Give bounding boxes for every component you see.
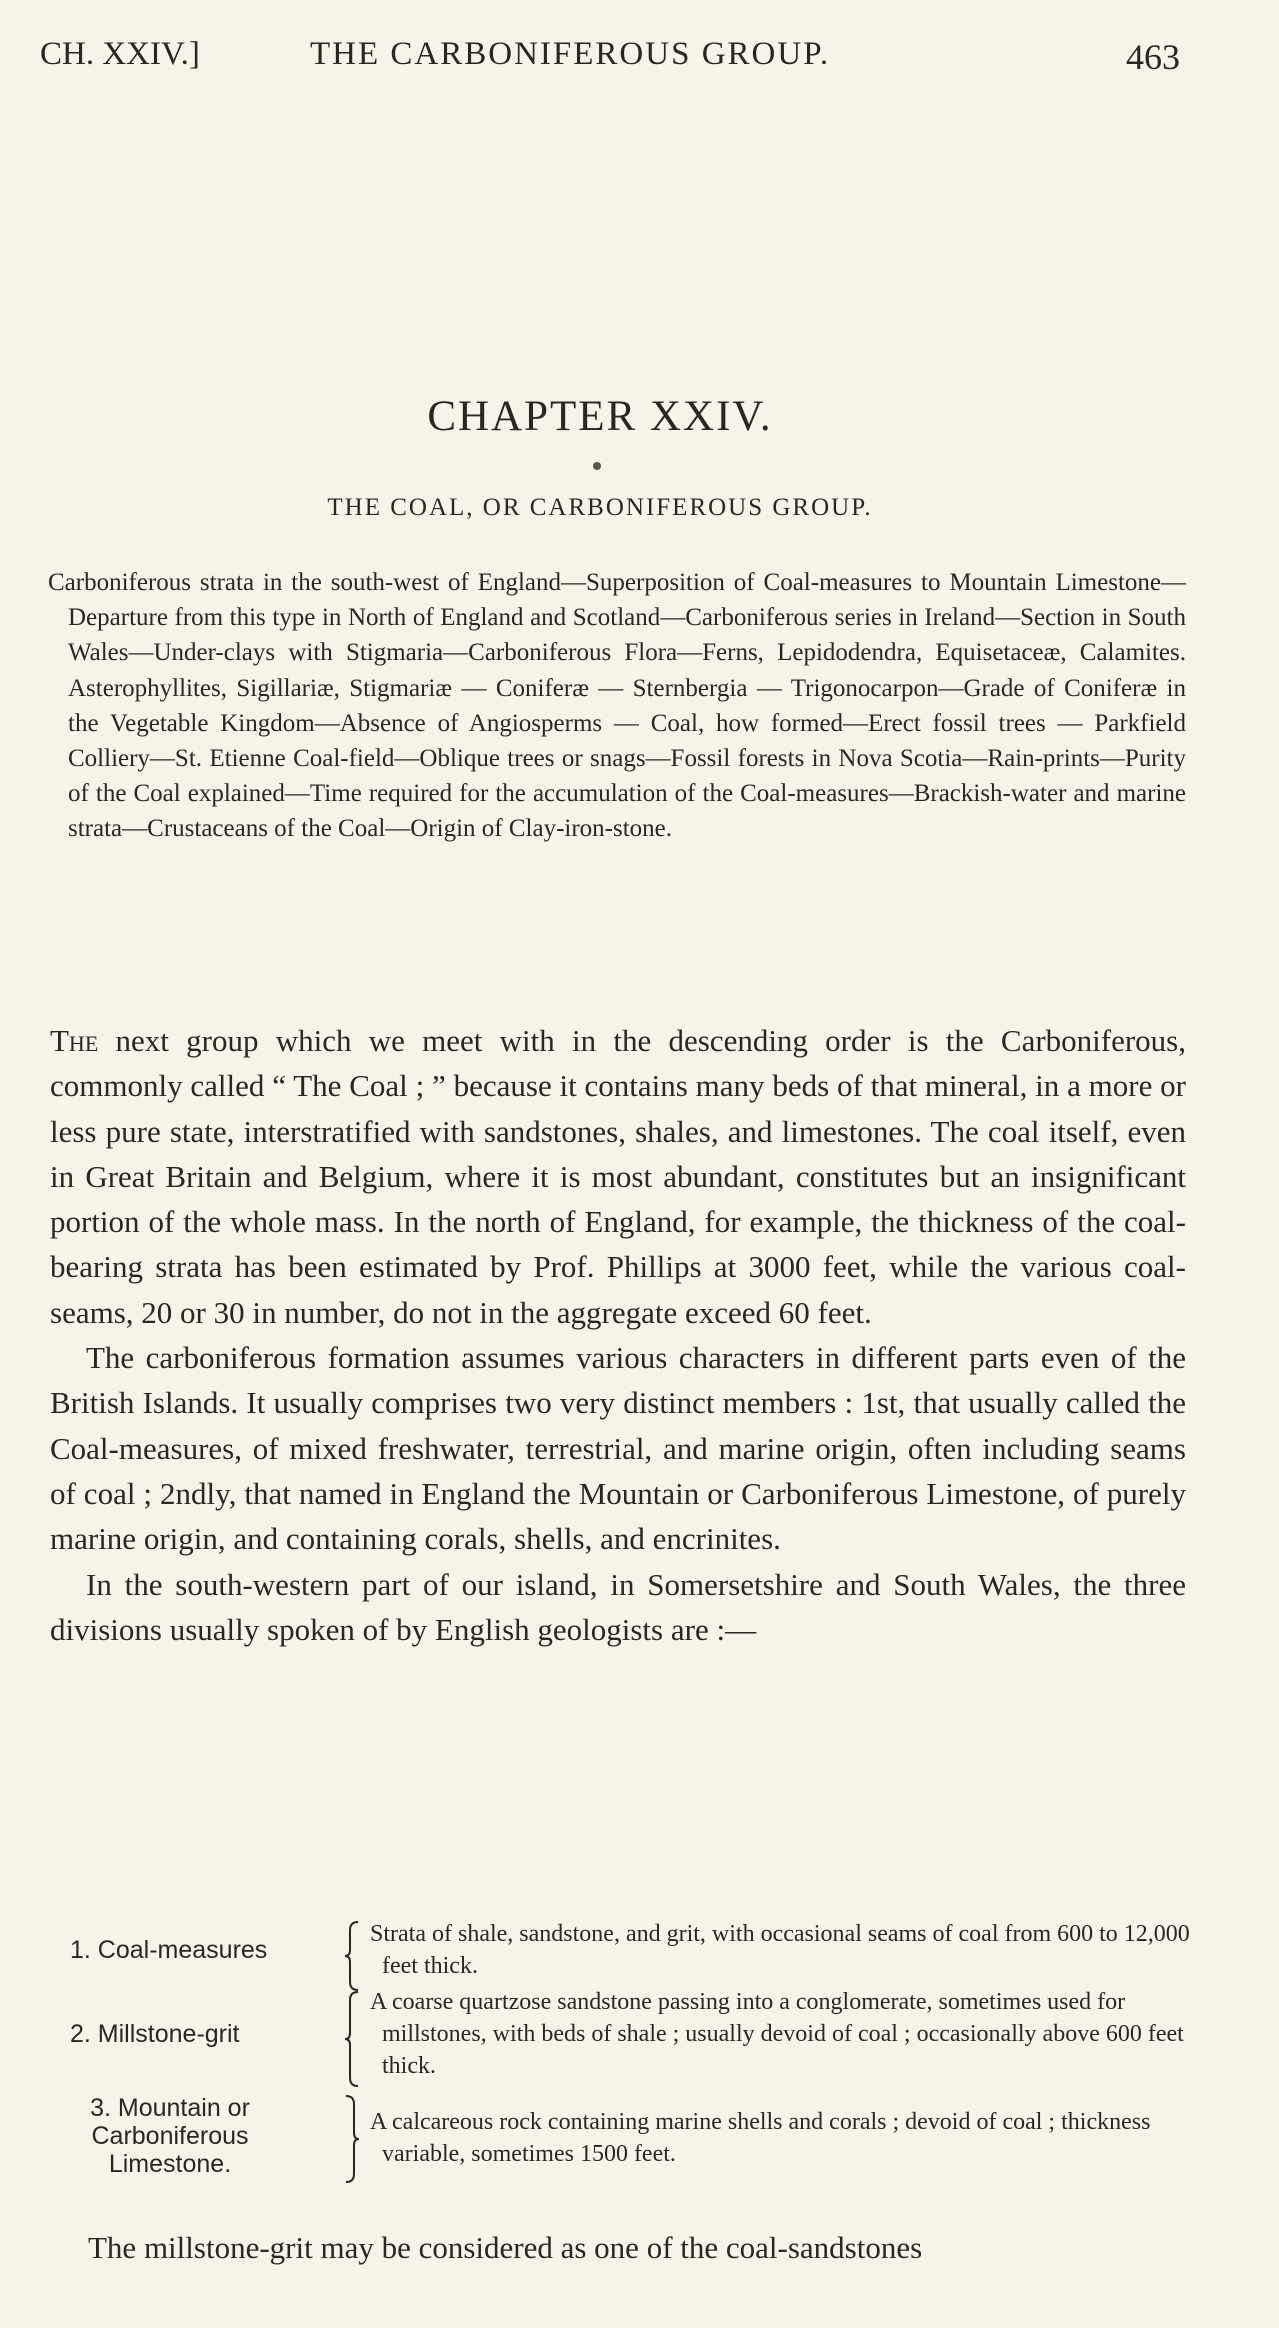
paragraph-1	[50, 1018, 1186, 1335]
page-number: 463	[1126, 37, 1180, 77]
paragraph-3: In the south-western part of our island, in Somersetshire and South Wales, the three divisions usually spoken of by English geologists are :—	[50, 1566, 1186, 1647]
paragraph-4: The millstone-grit may be considered as one of the coal-sandstones	[88, 2230, 923, 2265]
running-head	[40, 36, 1180, 86]
division-description: A calcareous rock containing marine shells and corals ; devoid of coal ; thickness variable, sometimes 1500 feet.	[370, 2109, 1151, 2167]
chapter-reference: CH. XXIV.]	[40, 36, 200, 72]
paragraph-1-text: next group which we meet with in the descending order is the Carboniferous, commonly called “ The Coal ; ” because it contains many beds of that mineral, in a more or less pure state, interstratified with sandstones, shales, and limestones. The coal itself, even in Great Britain and Belgium, where it is most abundant, constitutes but an insignificant portion of the whole mass. In the north of England, for example, the thickness of the coal-bearing strata has been estimated by Prof. Phillips at 3000 feet, while the various coal-seams, 20 or 30 in number, do not in the aggregate exceed 60 feet.	[50, 1023, 1186, 1330]
division-name: 3. Mountain or Carboniferous Limestone.	[90, 2094, 250, 2178]
chapter-subtitle: THE COAL, OR CARBONIFEROUS GROUP.	[327, 494, 873, 521]
divisions-table	[70, 1918, 1200, 2208]
chapter-title: CHAPTER XXIV.	[427, 393, 773, 440]
brace-icon	[342, 1990, 364, 2088]
brace-icon	[342, 1920, 364, 1992]
ornament-dot	[593, 462, 601, 470]
division-name: 1. Coal-measures	[70, 1936, 268, 1964]
division-name: 2. Millstone-grit	[70, 2020, 240, 2048]
running-title: THE CARBONIFEROUS GROUP.	[310, 36, 831, 72]
brace-icon	[342, 2094, 364, 2184]
paragraph-2: The carboniferous formation assumes various characters in different parts even of the British Islands. It usually comprises two very distinct members : 1st, that usually called the Coal-measures, of mixed freshwater, terrestrial, and marine origin, often including seams of coal ; 2ndly, that named in England the Mountain or Carboniferous Limestone, of purely marine origin, and containing corals, shells, and encrinites.	[50, 1340, 1186, 1557]
drop-lead: The	[50, 1023, 99, 1058]
division-description: Strata of shale, sandstone, and grit, with occasional seams of coal from 600 to 12,000 feet thick.	[370, 1921, 1190, 1979]
chapter-summary: Carboniferous strata in the south-west of England—Superposition of Coal-measures to Mountain Limestone—Departure from this type in North of England and Scotland—Carboniferous series in Ireland—Section in South Wales—Under-clays with Stigmaria—Carboniferous Flora—Ferns, Lepidodendra, Equisetaceæ, Calamites. Asterophyllites, Sigillariæ, Stigmariæ — Coniferæ — Sternbergia — Trigonocarpon—Grade of Coniferæ in the Vegetable Kingdom—Absence of Angiosperms — Coal, how formed—Erect fossil trees — Parkfield Colliery—St. Etienne Coal-field—Oblique trees or snags—Fossil forests in Nova Scotia—Rain-prints—Purity of the Coal explained—Time required for the accumulation of the Coal-measures—Brackish-water and marine strata—Crustaceans of the Coal—Origin of Clay-iron-stone.	[48, 569, 1186, 843]
division-description: A coarse quartzose sandstone passing into a conglomerate, sometimes used for millstones, with beds of shale ; usually devoid of coal ; occasionally above 600 feet thick.	[370, 1989, 1184, 2079]
body-text	[50, 1018, 1186, 1652]
